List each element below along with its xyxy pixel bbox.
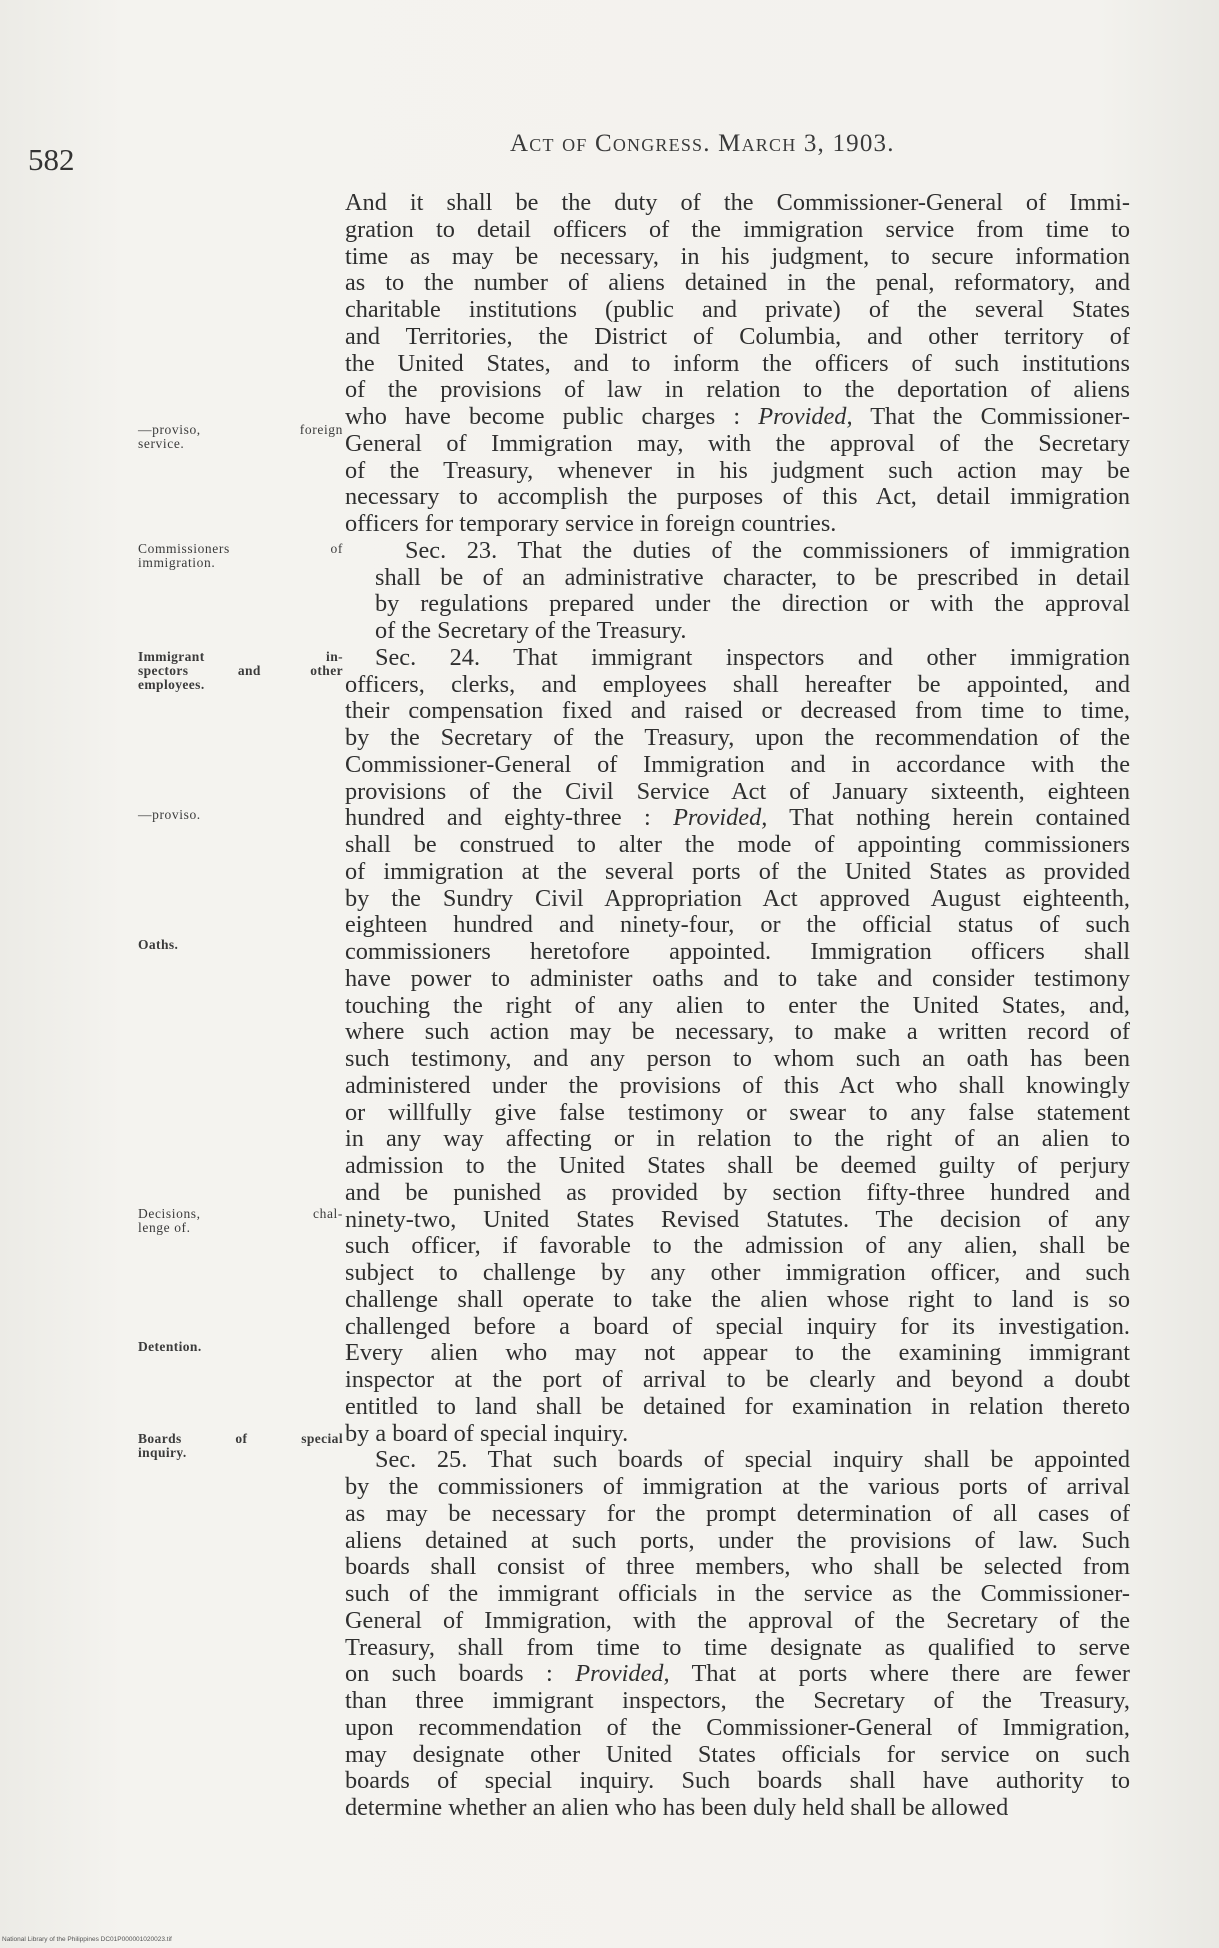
margin-note-detention: Detention. bbox=[138, 1339, 202, 1354]
paragraph-duties-commissioner-general: And it shall be the duty of the Commissioner-General of Immi- gration to detail officers of the immigration service from time to time as may be necessary, in his judgment, to secure information as to the number of aliens detained in the penal, reformatory, and charitable institutions (public and private) of the several States and Territories, the District of Columbia, and other territory of the United States, and to inform the officers of such institutions of the provisions of law in relation to the deportation of aliens who have become public charges : Provided, That the Commissioner- General of Immigration may, with the approval of the Secretary of the Treasury, whenever in his judgment such action may be necessary to accomplish the purposes of this Act, detail immigration officers for temporary service in foreign countries. bbox=[345, 189, 1131, 537]
line-with-proviso: who have become public charges : Provided, That the Commissioner- bbox=[345, 403, 1131, 430]
paragraph-sec-24: Sec. 24. That immigrant inspectors and other immigration officers, clerks, and employees shall hereafter be appointed, and their compensation fixed and raised or decreased from time to time, by the Secretary of the Treasury, upon the recommendation of the Commissioner-General of Immigration and in accordance with the provisions of the Civil Service Act of January sixteenth, eighteen hundred and eighty-three : Provided, That nothing herein contained shall be construed to alter the mode of appointing commissioners of immigration at the several ports of the United States as provided by the Sundry Civil Appropriation Act approved August eighteenth, eighteen hundred and ninety-four, or the official status of such commissioners heretofore appointed. Immigration officers shall have power to administer oaths and to take and consider testimony touching the right of any alien to enter the United States, and, where such action may be necessary, to make a written record of such testimony, and any person to whom such an oath has been administered under the provisions of this Act who shall knowingly or willfully give false testimony or swear to any false statement in any way affecting or in relation to the right of an alien to admission to the United States shall be deemed guilty of perjury and be punished as provided by section fifty-three hundred and ninety-two, United States Revised Statutes. The decision of any such officer, if favorable to the admission of any alien, shall be subject to challenge by any other immigration officer, and such challenge shall operate to take the alien whose right to land is so challenged before a board of special inquiry for its investigation. Every alien who may not appear to the examining immigrant inspector at the port of arrival to be clearly and beyond a doubt entitled to land shall be detained for examination in relation thereto by a board of special inquiry. bbox=[345, 643, 1131, 1447]
running-head: Act of Congress. March 3, 1903. bbox=[510, 130, 895, 157]
margin-note-boards-of-special-inquiry: Boards of special inquiry. bbox=[138, 1431, 343, 1460]
line-with-proviso: hundred and eighty-three : Provided, That nothing herein contained bbox=[345, 804, 1131, 832]
margin-note-proviso: —proviso. bbox=[138, 807, 201, 822]
paragraph-sec-25: Sec. 25. That such boards of special inquiry shall be appointed by the commissioners of immigration at the various ports of arrival as may be necessary for the prompt determination of all cases of aliens detained at such ports, under the provisions of law. Such boards shall consist of three members, who shall be selected from such of the immigrant officials in the service as the Commissioner- General of Immigration, with the approval of the Secretary of the Treasury, shall from time to time designate as qualified to serve on such boards : Provided, That at ports where there are fewer than three immigrant inspectors, the Secretary of the Treasury, upon recommendation of the Commissioner-General of Immigration, may designate other United States officials for service on such boards of special inquiry. Such boards shall have authority to determine whether an alien who has been duly held shall be allowed bbox=[345, 1446, 1130, 1821]
line-with-proviso: on such boards : Provided, That at ports where there are fewer bbox=[345, 1660, 1130, 1688]
paragraph-sec-23: Sec. 23. That the duties of the commissioners of immigration shall be of an administrative character, to be prescribed in detail by regulations prepared under the direction or with the approval of the Secretary of the Treasury. bbox=[375, 536, 1130, 644]
margin-note-decisions-challenge: Decisions, chal- lenge of. bbox=[138, 1206, 343, 1235]
margin-note-immigrant-inspectors: Immigrant in- spectors and other employees. bbox=[138, 649, 343, 692]
margin-note-proviso-foreign-service: —proviso, foreign service. bbox=[138, 422, 343, 451]
margin-note-oaths: Oaths. bbox=[138, 937, 179, 952]
page-number: 582 bbox=[28, 142, 75, 177]
margin-note-commissioners-of-immigration: Commissioners of immigration. bbox=[138, 541, 343, 570]
scan-credit: National Library of the Philippines DC01P000001020023.tif bbox=[2, 1936, 172, 1943]
body-text bbox=[345, 190, 1130, 1822]
